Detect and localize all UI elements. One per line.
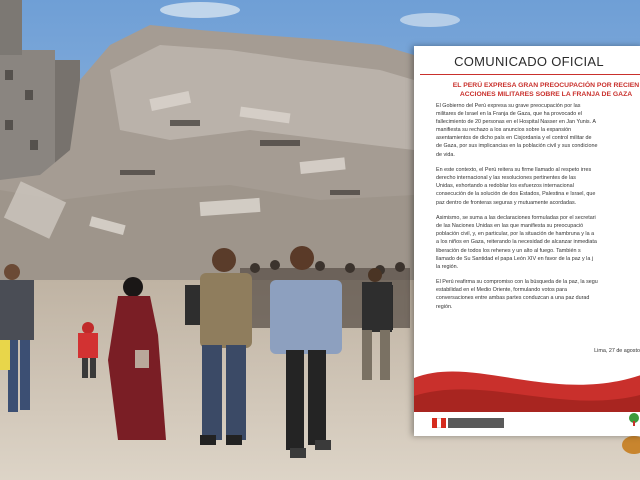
headline-line: ACCIONES MILITARES SOBRE LA FRANJA DE GAZA <box>459 91 633 98</box>
body-line: región. <box>436 303 453 310</box>
statement-paragraph <box>436 102 640 159</box>
body-line: derecho internacional y las resoluciones pertinentes de las <box>436 175 576 182</box>
official-statement-panel <box>414 46 640 436</box>
statement-body <box>436 102 640 318</box>
green-emblem-icon <box>628 412 640 426</box>
statement-date: Lima, 27 de agosto <box>594 348 640 354</box>
body-line: de Gaza, por sus implicancias en la población civil y sus condicione <box>436 143 598 150</box>
body-line: conversaciones entre ambas partes conduzcan a una paz durad <box>436 295 590 302</box>
statement-title: COMUNICADO OFICIAL <box>454 54 604 69</box>
body-line: Unidas, exhortando a redoblar los esfuerzos internacional <box>436 183 574 190</box>
body-line: población civil, y, en particular, por la situación de hambruna y la a <box>436 231 595 238</box>
body-line: fallecimiento de 20 personas en el Hospital Nasser en Jan Yunis. A <box>436 119 596 126</box>
body-line: la región. <box>436 263 459 270</box>
body-line: Asimismo, se suma a las declaraciones formuladas por el secretari <box>436 215 596 222</box>
statement-paragraph <box>436 166 640 206</box>
statement-paragraph <box>436 214 640 271</box>
body-line: En este contexto, el Perú reitera su firme llamado al respeto irres <box>436 167 592 174</box>
body-line: asentamientos de dicho país en Cisjordania y el control militar de <box>436 135 592 142</box>
body-line: de las Naciones Unidas en las que manifiesta su preocupació <box>436 223 584 230</box>
body-line: militares de Israel en la Franja de Gaza, que ha provocado el <box>436 111 582 118</box>
headline-line: EL PERÚ EXPRESA GRAN PREOCUPACIÓN POR RECIEN <box>452 82 640 89</box>
body-line: llamado de Su Santidad el papa León XIV en favor de la paz y la j <box>436 255 594 262</box>
body-line: paz dentro de fronteras seguras y mutuamente acordadas. <box>436 199 577 206</box>
cloud <box>400 13 460 27</box>
statement-paragraph <box>436 278 640 310</box>
body-line: El Gobierno del Perú expresa su grave preocupación por las <box>436 103 581 109</box>
title-divider <box>420 74 640 75</box>
cloud <box>160 2 240 18</box>
body-line: El Perú reafirma su compromiso con la búsqueda de la paz, la segu <box>436 279 598 286</box>
body-line: a los niños en Gaza, reiterando la necesidad de alcanzar inmediata <box>436 239 597 246</box>
peru-flag-icon <box>432 418 446 428</box>
body-line: de vida. <box>436 151 455 158</box>
ministry-wordmark <box>448 418 504 428</box>
statement-headline <box>448 81 640 99</box>
peru-government-logo <box>432 416 512 430</box>
body-line: consecución de la solución de dos Estados, Palestina e Israel, que <box>436 191 596 198</box>
body-line: liberación de todos los rehenes y un alto al fuego. También s <box>436 247 581 254</box>
body-line: estabilidad en el Medio Oriente, formulando votos para <box>436 287 567 294</box>
body-line: manifiesta su rechazo a los anuncios sobre la expansión <box>436 127 572 134</box>
man-olive-hoodie <box>200 248 252 445</box>
